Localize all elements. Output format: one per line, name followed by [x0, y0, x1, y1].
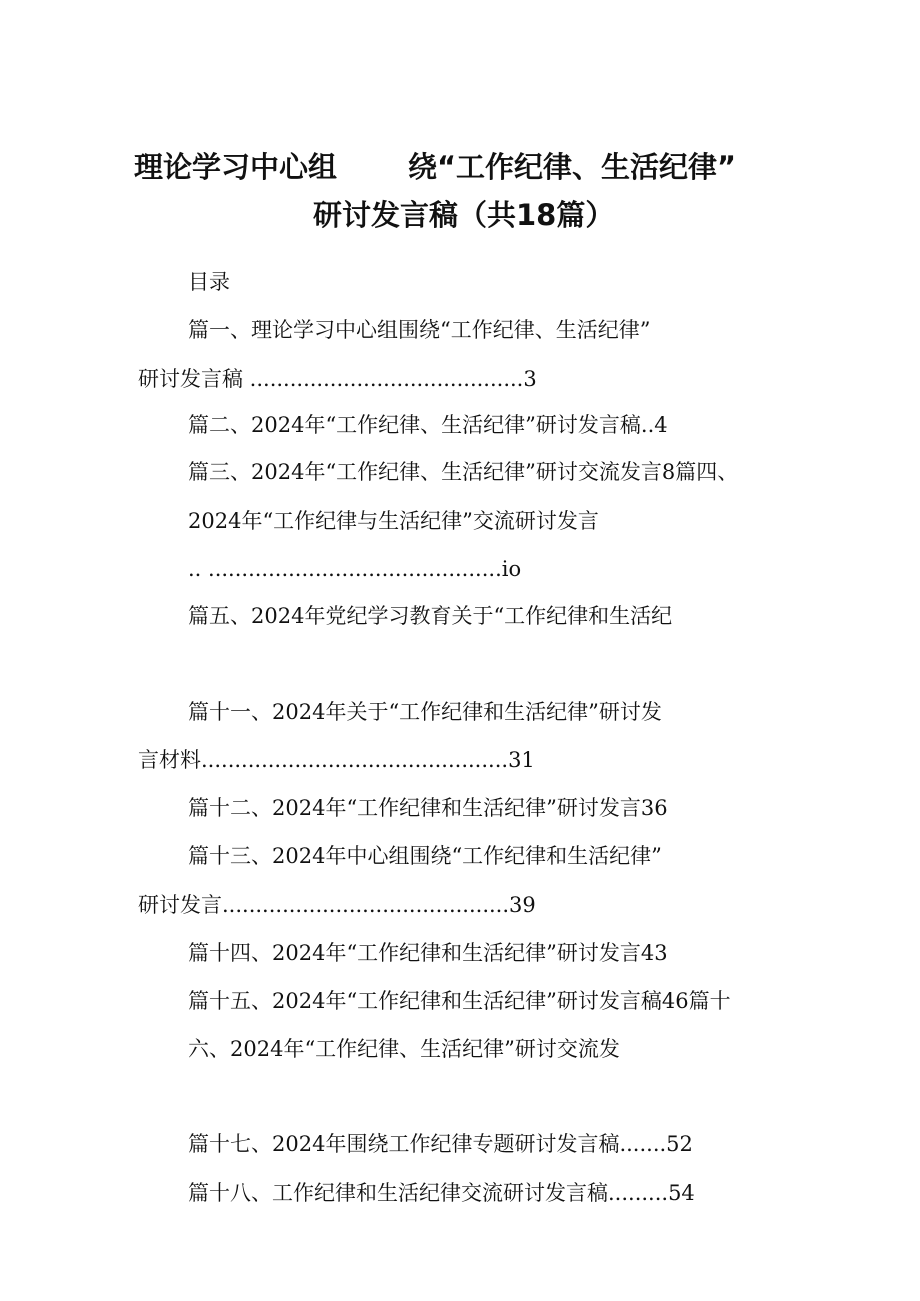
- toc-line: .. ............................................io: [188, 557, 522, 581]
- toc-line: 言材料..............................................31: [138, 748, 535, 772]
- toc-line: 研讨发言稿 .........................................3: [138, 367, 537, 391]
- toc-heading: 目录: [188, 270, 230, 294]
- toc-line: 篇十七、2024年围绕工作纪律专题研讨发言稿.......52: [188, 1132, 693, 1156]
- toc-line: 篇二、2024年“工作纪律、生活纪律”研讨发言稿..4: [188, 413, 668, 437]
- toc-line: 篇十一、2024年关于“工作纪律和生活纪律”研讨发: [188, 700, 662, 724]
- toc-line: 篇十二、2024年“工作纪律和生活纪律”研讨发言36: [188, 796, 668, 820]
- toc-line: 篇十五、2024年“工作纪律和生活纪律”研讨发言稿46篇十: [188, 989, 731, 1013]
- toc-line: 2024年“工作纪律与生活纪律”交流研讨发言: [188, 509, 599, 533]
- title-part1: 理论学习中心组: [134, 150, 338, 184]
- toc-line: 篇三、2024年“工作纪律、生活纪律”研讨交流发言8篇四、: [188, 460, 739, 484]
- toc-line: 篇十八、工作纪律和生活纪律交流研讨发言稿.........54: [188, 1181, 695, 1205]
- toc-line: 篇一、理论学习中心组围绕“工作纪律、生活纪律”: [188, 318, 651, 342]
- toc-line: 篇五、2024年党纪学习教育关于“工作纪律和生活纪: [188, 604, 673, 628]
- toc-line: 篇十四、2024年“工作纪律和生活纪律”研讨发言43: [188, 941, 668, 965]
- title-part2: 绕“工作纪律、生活纪律”: [408, 150, 737, 184]
- title-line2: 研讨发言稿（共18篇）: [313, 198, 615, 232]
- toc-line: 研讨发言...........................................39: [138, 893, 536, 917]
- toc-line: 篇十三、2024年中心组围绕“工作纪律和生活纪律”: [188, 844, 662, 868]
- toc-line: 六、2024年“工作纪律、生活纪律”研讨交流发: [188, 1037, 620, 1061]
